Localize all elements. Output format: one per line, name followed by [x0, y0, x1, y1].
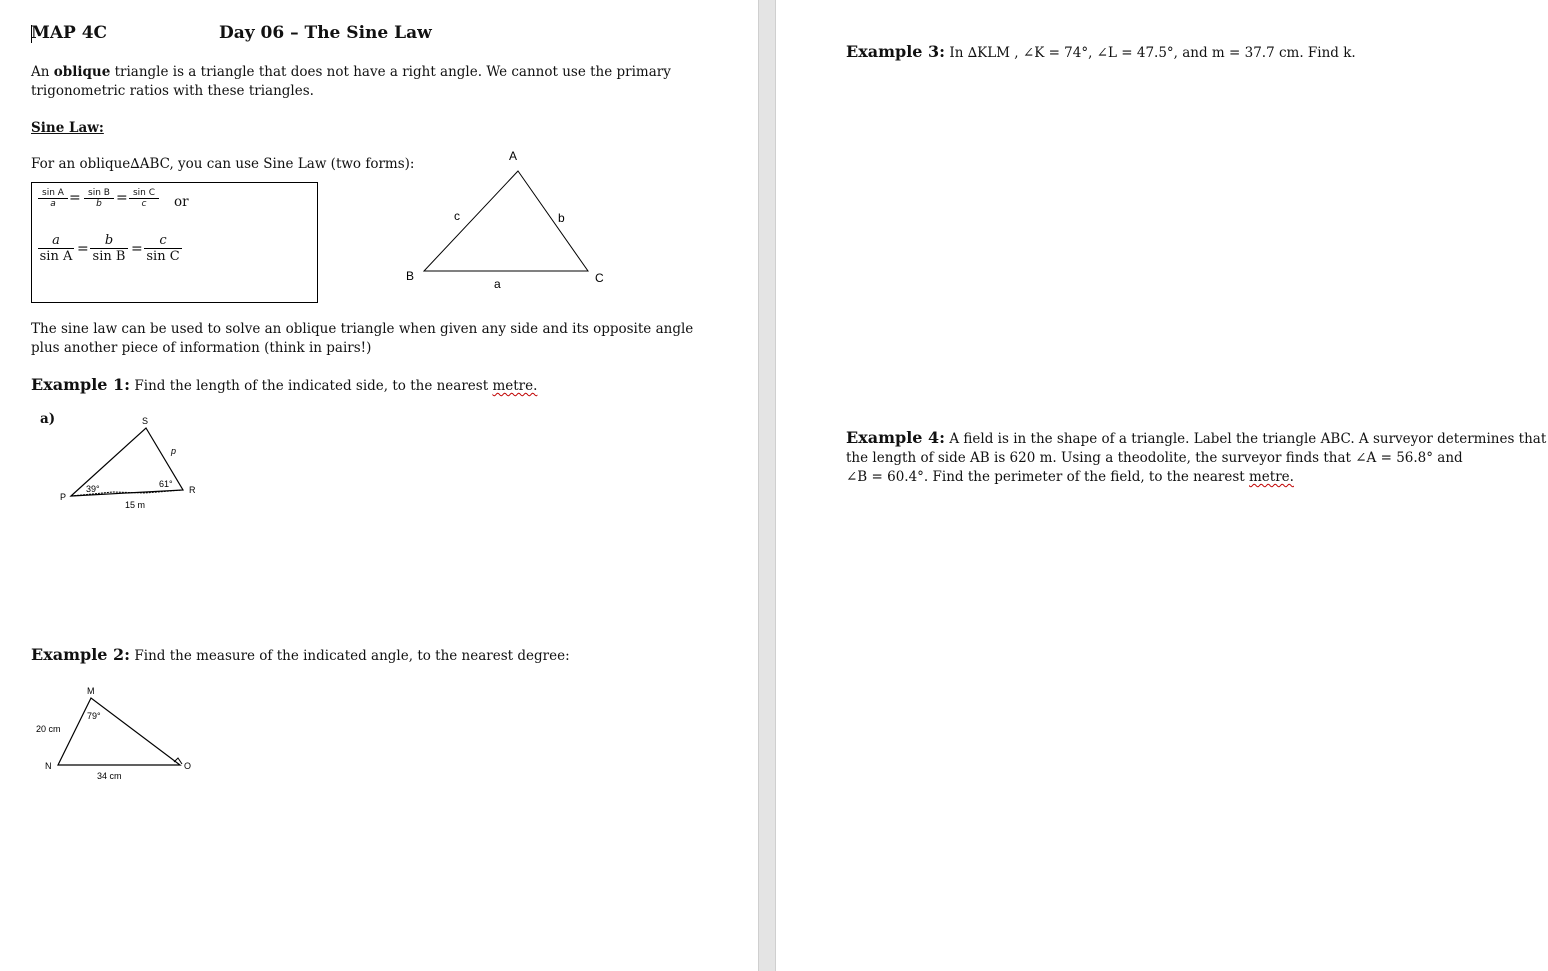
fraction-a-over-sinA: $\frac{a}{\text{sin A}}$ [39, 233, 73, 264]
oblique-term: oblique [53, 64, 111, 80]
example-1-text: Find the length of the indicated side, to the nearest [134, 378, 493, 394]
triangle-abc-diagram [400, 145, 615, 295]
left-page [0, 0, 758, 971]
side-no-label: 34 cm [97, 771, 122, 781]
or-text: or [174, 194, 189, 210]
fraction-sinB-over-b: $\frac{\text{sin B}}{b}$ [84, 188, 114, 209]
fraction-c-over-sinC: $\frac{c}{\text{sin C}}$ [144, 233, 182, 264]
intro-line-2: trigonometric ratios with these triangles. [31, 83, 314, 99]
page-gutter [758, 0, 776, 971]
example-2-text: Find the measure of the indicated angle, to the nearest degree: [134, 648, 570, 664]
sine-law-usage-paragraph [31, 320, 731, 358]
sine-law-heading: Sine Law: [31, 120, 104, 136]
example-4-label: Example 4: [846, 428, 946, 447]
example-4-spellcheck-word: metre. [1249, 469, 1294, 485]
example-2-heading [31, 645, 731, 666]
vertex-n-label: N [45, 761, 52, 771]
vertex-m-label: M [87, 686, 95, 696]
side-mn-label: 20 cm [36, 724, 61, 734]
page-title: Day 06 – The Sine Law [219, 23, 432, 43]
example-3-text: In ∆KLM , ∠K = 74°, ∠L = 47.5°, and m = 37.7 cm. Find k. [949, 45, 1356, 61]
triangle-mno-shape [58, 698, 180, 765]
vertex-o-label: O [184, 761, 192, 771]
side-a-label: a [494, 277, 501, 291]
example-4-line-3: ∠B = 60.4°. Find the perimeter of the field, to the nearest metre. [846, 469, 1294, 485]
vertex-b-label: B [406, 269, 415, 283]
vertex-r-label: R [189, 485, 196, 495]
triangle-psr-diagram [55, 412, 215, 516]
vertex-a-label: A [509, 149, 518, 163]
angle-m-label: 79° [87, 711, 101, 721]
example-2-label: Example 2: [31, 645, 131, 664]
usage-line-2: plus another piece of information (think in pairs!) [31, 340, 372, 356]
equals-sign: = [131, 241, 143, 257]
vertex-p-label: P [60, 492, 67, 502]
intro-paragraph [31, 63, 731, 101]
equals-sign: = [69, 190, 81, 206]
intro-line-1: An oblique triangle is a triangle that does not have a right angle. We cannot use the primary [31, 64, 671, 80]
equals-sign: = [116, 190, 128, 206]
side-p-label: p [171, 446, 177, 456]
course-code: MAP 4C [31, 23, 108, 43]
triangle-mno-diagram [30, 680, 205, 788]
usage-line-1: The sine law can be used to solve an oblique triangle when given any side and its opposite angle [31, 321, 694, 337]
fraction-sinA-over-a: $\frac{\text{sin A}}{a}$ [38, 188, 68, 209]
vertex-s-label: S [142, 416, 149, 426]
angle-p-label: 39° [86, 484, 100, 494]
fraction-sinC-over-c: $\frac{\text{sin C}}{c}$ [129, 188, 159, 209]
formula-box [31, 182, 318, 303]
side-b-label: b [558, 211, 565, 225]
example-3-label: Example 3: [846, 42, 946, 61]
angle-r-label: 61° [159, 479, 173, 489]
example-1-heading [31, 375, 731, 396]
example-4-line-1: Example 4: A field is in the shape of a triangle. Label the triangle ABC. A surveyor determines that [846, 428, 1547, 447]
example-4-line-2: the length of side AB is 620 m. Using a theodolite, the surveyor finds that ∠A = 56.8° and [846, 450, 1463, 466]
right-page [776, 0, 1548, 971]
oblique-statement: For an oblique∆ABC, you can use Sine Law (two forms): [31, 156, 415, 172]
equals-sign: = [77, 241, 89, 257]
example-1-label: Example 1: [31, 375, 131, 394]
base-length-label: 15 m [125, 500, 146, 510]
fraction-b-over-sinB: $\frac{b}{\text{sin B}}$ [90, 233, 128, 264]
example-1-part-a: a) [40, 411, 56, 427]
side-c-label: c [454, 209, 460, 223]
example-4 [846, 428, 1547, 487]
example-1-spellcheck-word: metre. [492, 378, 538, 394]
vertex-c-label: C [595, 271, 604, 285]
example-3 [846, 42, 1536, 63]
